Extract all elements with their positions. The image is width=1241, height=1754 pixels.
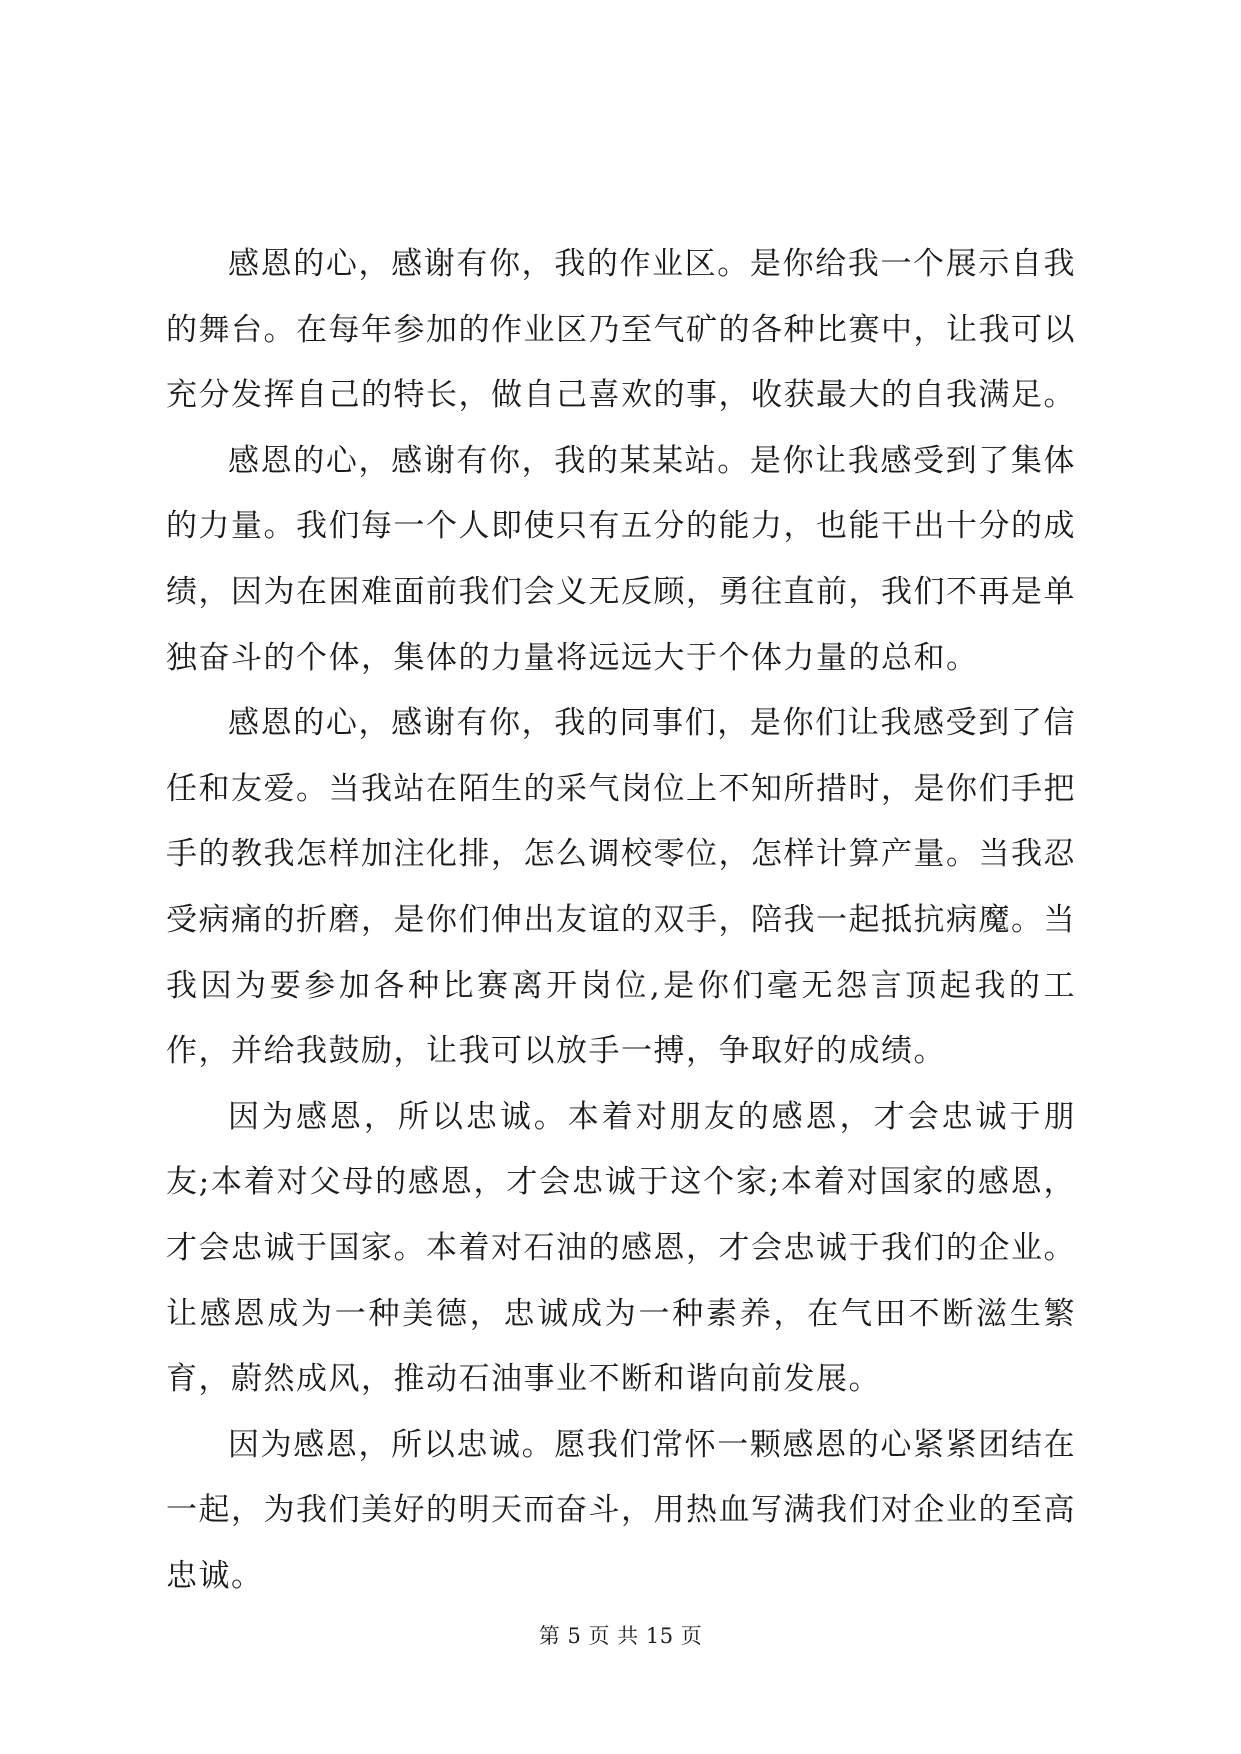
paragraph-4: 因为感恩，所以忠诚。本着对朋友的感恩，才会忠诚于朋友;本着对父母的感恩，才会忠诚于这个家;本着对国家的感恩，才会忠诚于国家。本着对石油的感恩，才会忠诚于我们的企业。让感恩成为一种美德，忠诚成为一种素养，在气田不断滋生繁育，蔚然成风，推动石油事业不断和谐向前发展。	[166, 1098, 1076, 1398]
paragraph-5: 因为感恩，所以忠诚。愿我们常怀一颗感恩的心紧紧团结在一起，为我们美好的明天而奋斗，用热血写满我们对企业的至高忠诚。	[166, 1426, 1076, 1594]
paragraph-3: 感恩的心，感谢有你，我的同事们，是你们让我感受到了信任和友爱。当我站在陌生的采气岗位上不知所措时，是你们手把手的教我怎样加注化排，怎么调校零位，怎样计算产量。当我忍受病痛的折磨，是你们伸出友谊的双手，陪我一起抵抗病魔。当我因为要参加各种比赛离开岗位,是你们毫无怨言顶起我的工作，并给我鼓励，让我可以放手一搏，争取好的成绩。	[166, 705, 1076, 1070]
paragraph-2: 感恩的心，感谢有你，我的某某站。是你让我感受到了集体的力量。我们每一个人即使只有五分的能力，也能干出十分的成绩，因为在困难面前我们会义无反顾，勇往直前，我们不再是单独奋斗的个体，集体的力量将远远大于个体力量的总和。	[166, 442, 1076, 676]
paragraph-1: 感恩的心，感谢有你，我的作业区。是你给我一个展示自我的舞台。在每年参加的作业区乃至气矿的各种比赛中，让我可以充分发挥自己的特长，做自己喜欢的事，收获最大的自我满足。	[166, 246, 1076, 414]
document-body	[166, 232, 1076, 1609]
page-number-footer: 第 5 页 共 15 页	[538, 1624, 703, 1648]
